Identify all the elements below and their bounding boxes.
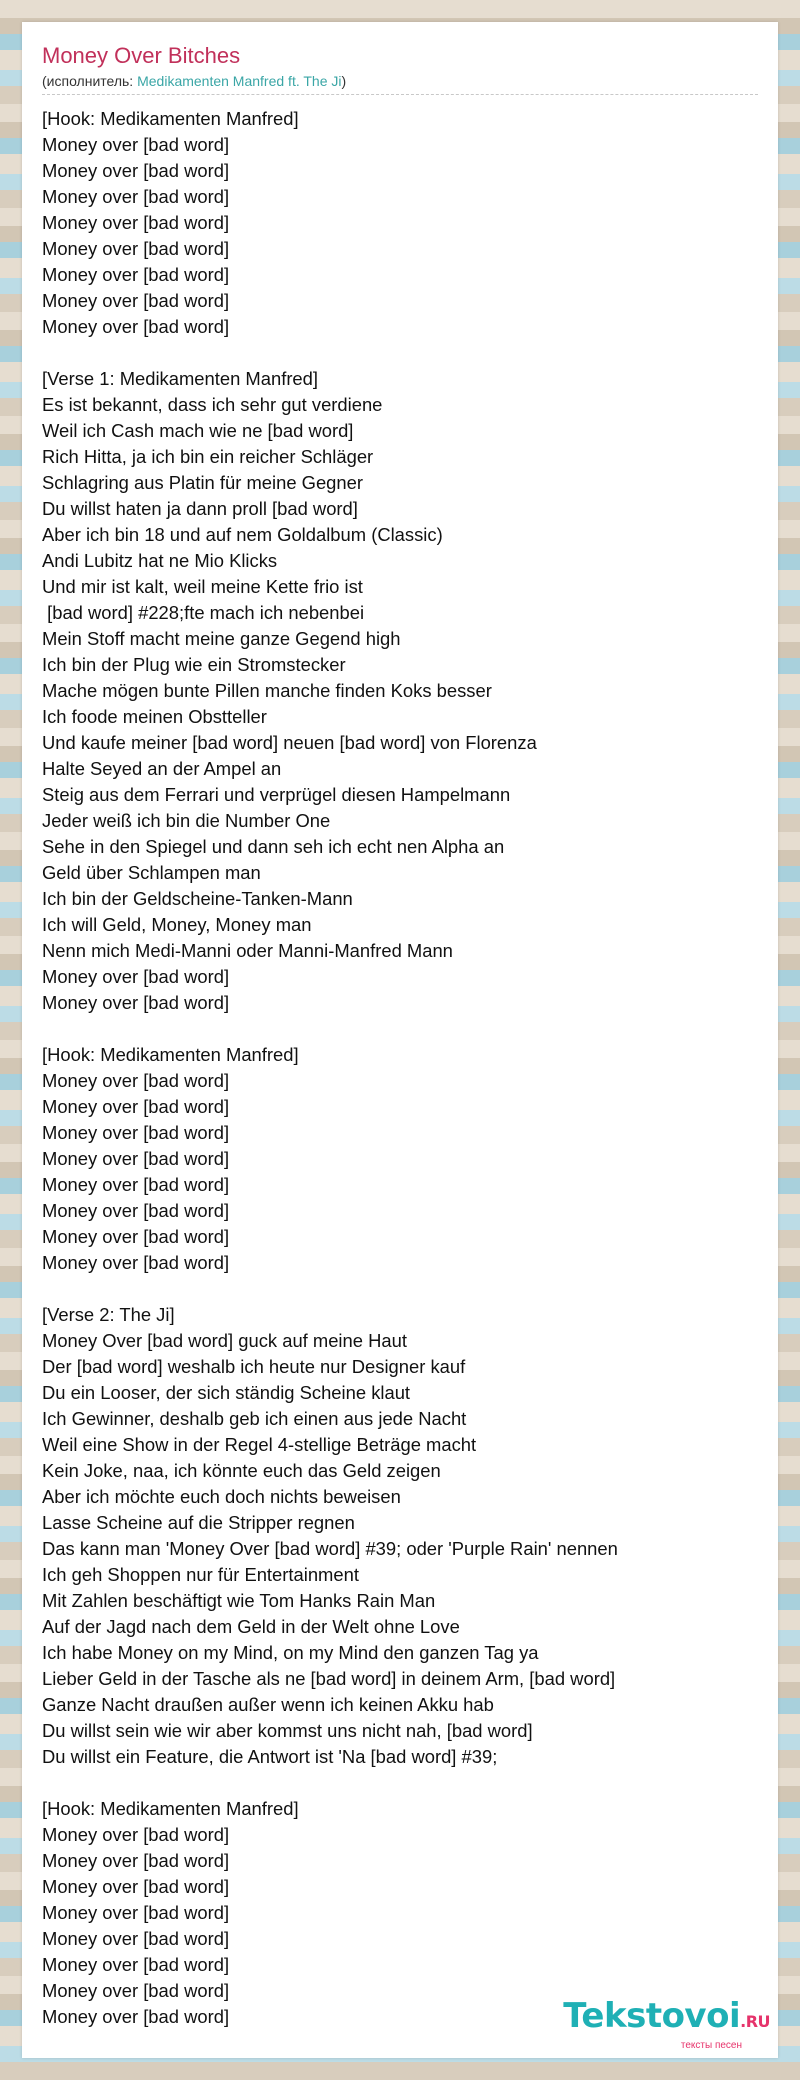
lyrics-line: Du willst ein Feature, die Antwort ist 'Na [bad word] #39; [42,1746,498,1767]
song-title: Money Over Bitches [42,43,241,68]
lyrics-line: Money over [bad word] [42,134,230,155]
lyrics-line: Weil eine Show in der Regel 4-stellige Beträge macht [42,1434,477,1455]
lyrics-line: Lieber Geld in der Tasche als ne [bad word] in deinem Arm, [bad word] [42,1668,616,1689]
lyrics-line: Ich bin der Plug wie ein Stromstecker [42,654,346,675]
lyrics-line: Money over [bad word] [42,212,230,233]
lyrics-line: Money over [bad word] [42,1122,230,1143]
lyrics-card [22,22,778,2058]
lyrics-line: Aber ich möchte euch doch nichts beweisen [42,1486,401,1507]
lyrics-line: Money over [bad word] [42,160,230,181]
lyrics-line: Ich bin der Geldscheine-Tanken-Mann [42,888,353,909]
lyrics-line: Du willst sein wie wir aber kommst uns nicht nah, [bad word] [42,1720,533,1741]
lyrics-line: Money over [bad word] [42,1252,230,1273]
lyrics-line: Money over [bad word] [42,1226,230,1247]
lyrics-line: Money over [bad word] [42,1096,230,1117]
lyrics-line: Money over [bad word] [42,1824,230,1845]
lyrics-blank-line [42,1016,758,1042]
performer-link[interactable]: Medikamenten Manfred ft. The Ji [137,73,342,89]
lyrics-line: [Hook: Medikamenten Manfred] [42,108,299,129]
lyrics-line: Ich Gewinner, deshalb geb ich einen aus jede Nacht [42,1408,467,1429]
performer-line [42,72,346,90]
divider [42,94,758,95]
logo-name: Tekstovoi [563,1996,741,2036]
lyrics-line: Ganze Nacht draußen außer wenn ich keinen Akku hab [42,1694,494,1715]
lyrics-blank-line [42,340,758,366]
lyrics-line: Ich foode meinen Obstteller [42,706,267,727]
lyrics-line: Money over [bad word] [42,186,230,207]
lyrics-line: Du willst haten ja dann proll [bad word] [42,498,358,519]
lyrics-line: Money over [bad word] [42,238,230,259]
lyrics-line: [Verse 1: Medikamenten Manfred] [42,368,319,389]
lyrics-line: Money over [bad word] [42,1902,230,1923]
lyrics-line: Money over [bad word] [42,1980,230,2001]
lyrics-line: [Verse 2: The Ji] [42,1304,175,1325]
lyrics-line: Geld über Schlampen man [42,862,261,883]
lyrics-line: Mache mögen bunte Pillen manche finden Koks besser [42,680,492,701]
lyrics-line: Money Over [bad word] guck auf meine Haut [42,1330,407,1351]
lyrics-line: [bad word] #228;fte mach ich nebenbei [42,602,365,623]
lyrics-line: Nenn mich Medi-Manni oder Manni-Manfred Mann [42,940,453,961]
lyrics-line: Money over [bad word] [42,316,230,337]
lyrics-blank-line [42,1276,758,1302]
lyrics-line: Du ein Looser, der sich ständig Scheine klaut [42,1382,411,1403]
performer-prefix: (исполнитель: [42,73,138,89]
lyrics-line: Kein Joke, naa, ich könnte euch das Geld zeigen [42,1460,441,1481]
lyrics-line: Und kaufe meiner [bad word] neuen [bad word] von Florenza [42,732,537,753]
logo-tld: .RU [740,2012,770,2031]
lyrics-text [42,106,758,2030]
lyrics-line: Money over [bad word] [42,1070,230,1091]
lyrics-blank-line [42,1770,758,1796]
lyrics-line: Money over [bad word] [42,1200,230,1221]
lyrics-line: Ich will Geld, Money, Money man [42,914,312,935]
lyrics-line: [Hook: Medikamenten Manfred] [42,1044,299,1065]
lyrics-line: Jeder weiß ich bin die Number One [42,810,331,831]
logo-tagline: тексты песен [680,2040,742,2051]
lyrics-line: Andi Lubitz hat ne Mio Klicks [42,550,278,571]
lyrics-line: Auf der Jagd nach dem Geld in der Welt ohne Love [42,1616,460,1637]
lyrics-line: Es ist bekannt, dass ich sehr gut verdiene [42,394,383,415]
lyrics-line: Aber ich bin 18 und auf nem Goldalbum (Classic) [42,524,443,545]
lyrics-line: Money over [bad word] [42,1850,230,1871]
lyrics-line: Der [bad word] weshalb ich heute nur Designer kauf [42,1356,466,1377]
lyrics-line: Lasse Scheine auf die Stripper regnen [42,1512,355,1533]
lyrics-line: Das kann man 'Money Over [bad word] #39; oder 'Purple Rain' nennen [42,1538,618,1559]
performer-suffix: ) [341,73,347,89]
lyrics-line: Weil ich Cash mach wie ne [bad word] [42,420,354,441]
lyrics-line: Mit Zahlen beschäftigt wie Tom Hanks Rain Man [42,1590,436,1611]
lyrics-line: Und mir ist kalt, weil meine Kette frio ist [42,576,363,597]
lyrics-line: Money over [bad word] [42,290,230,311]
lyrics-line: Schlagring aus Platin für meine Gegner [42,472,363,493]
lyrics-line: Money over [bad word] [42,1174,230,1195]
lyrics-line: Halte Seyed an der Ampel an [42,758,282,779]
lyrics-line: Money over [bad word] [42,992,230,1013]
lyrics-line: Money over [bad word] [42,1928,230,1949]
lyrics-line: Money over [bad word] [42,264,230,285]
logo-wordmark [563,1998,770,2040]
lyrics-line: Ich habe Money on my Mind, on my Mind den ganzen Tag ya [42,1642,539,1663]
lyrics-line: [Hook: Medikamenten Manfred] [42,1798,299,1819]
lyrics-line: Money over [bad word] [42,1954,230,1975]
lyrics-line: Money over [bad word] [42,966,230,987]
lyrics-line: Money over [bad word] [42,2006,230,2027]
lyrics-line: Mein Stoff macht meine ganze Gegend high [42,628,401,649]
lyrics-line: Rich Hitta, ja ich bin ein reicher Schläger [42,446,374,467]
lyrics-line: Steig aus dem Ferrari und verprügel diesen Hampelmann [42,784,511,805]
lyrics-line: Money over [bad word] [42,1876,230,1897]
lyrics-line: Ich geh Shoppen nur für Entertainment [42,1564,359,1585]
lyrics-line: Money over [bad word] [42,1148,230,1169]
site-logo[interactable] [563,1998,770,2052]
lyrics-line: Sehe in den Spiegel und dann seh ich echt nen Alpha an [42,836,505,857]
